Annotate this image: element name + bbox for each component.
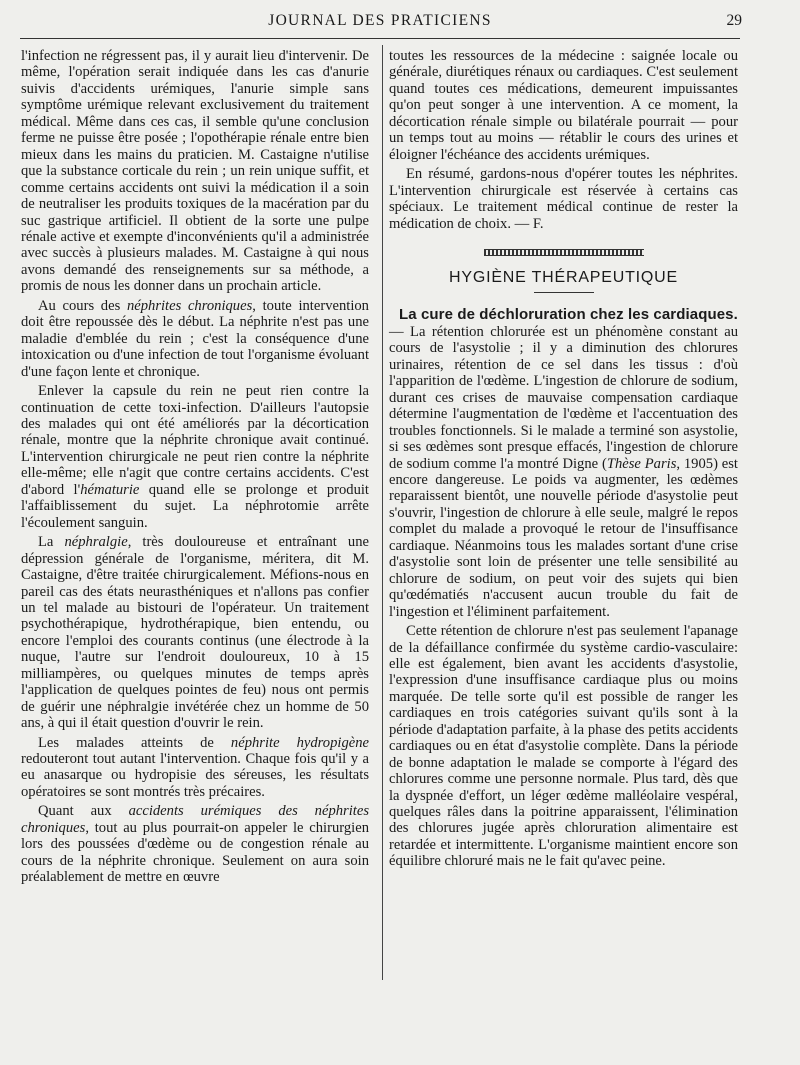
right-column	[389, 48, 738, 870]
paragraph: l'infection ne régressent pas, il y aurait lieu d'intervenir. De même, l'opération serait indiquée dans les cas d'anurie suivis d'accidents urémiques, l'anurie simple sans symptôme urémique relevant exclusivement du traitement médical. Même dans ces cas, il semble qu'une conclusion ferme ne puisse être posée ; l'opothérapie rénale entre bien mieux dans les mains du praticien. M. Castaigne n'utilise que la substance corticale du rein ; un rein unique suffit, et comme certains accidents ont suivi la médication il a soin de neutraliser les produits toxiques de la macération par du suc gastrique artificiel. Il obtient de la sorte une pulpe rénale active et exempte d'inconvénients qu'il a administrée avec succès à plusieurs malades. M. Castaigne à qui nous avons demandé des renseignements sur sa méthode, a promis de nous les donner dans un prochain article.	[21, 48, 369, 295]
page-number: 29	[726, 12, 742, 29]
italic-term: néphrite hydropigène	[230, 734, 369, 751]
text-run: Enlever la capsule du rein ne peut rien contre la continuation de cette toxi-infection. D'ailleurs l'autopsie des malades qui ont été améliorés par la décortication rénale, montre que la néphrite chronique avait continué. L'intervention chirurgicale ne peut rien contre la néphrite elle-même; elle n'agit que contre certains accidents. C'est d'abord l'	[21, 383, 369, 498]
text-run: , 1905) est encore dangereuse. Le poids va augmenter, les œdèmes reparaissent bientôt, une nouvelle période d'asystolie peut s'ouvrir, l'ingestion de chlorure à elle seule, malgré le repos complet du malade a provoqué le retour de l'insuffisance cardiaque. Néanmoins tous les malades sortant d'une crise d'asystolie sont loin de présenter une telle sensibilité au chlorure de sodium, on peut voir des sujets qui bien qu'œdématiés n'accusent aucun trouble du fait de l'ingestion et l'éliminent parfaitement.	[389, 455, 738, 620]
italic-term: néphrites chroniques	[126, 297, 253, 314]
running-header	[20, 12, 740, 34]
paragraph: toutes les ressources de la médecine : saignée locale ou générale, diurétiques rénaux ou cardiaques. C'est seulement quand toutes ces médications, demeurent impuissantes qu'on peut songer à une intervention. A ce moment, la décortication rénale simple ou bilatérale pourrait — pour un temps tout au moins — rétablir le cours des urines et éloigner l'échéance des accidents urémiques.	[389, 48, 738, 163]
paragraph	[389, 324, 738, 620]
journal-title: JOURNAL DES PRATICIENS	[268, 12, 492, 29]
header-rule	[20, 38, 740, 39]
ornamental-divider	[484, 249, 644, 256]
paragraph	[21, 534, 369, 731]
text-run: Au cours des	[38, 297, 127, 314]
text-run: La	[38, 534, 65, 551]
text-run: , tout au plus pourrait-on appeler le chirurgien lors des poussées d'œdème ou de congestion rénale au cours de la néphrite chronique. Seulement on aura soin préalablement de mettre en œuvre	[21, 819, 369, 886]
paragraph	[21, 803, 369, 885]
italic-term: hématurie	[80, 481, 140, 498]
italic-term: accidents urémiques des néphrites chroniques	[21, 803, 369, 836]
text-run: Les malades atteints de	[38, 734, 231, 751]
text-run: , très douloureuse et entraînant une dépression générale de l'organisme, méritera, dit M. Castaigne, d'être traitée chirurgicalement. Méfions-nous en pareil cas des états neurasthéniques et n'allons pas confier un tel malade au bistouri de l'opérateur. Un traitement psychothérapique, hydrothérapique, bien entendu, ou encore l'emploi des courants continus (une électrode à la nuque, l'autre sur l'endroit douloureux, 10 à 15 milliampères, ou quelques minutes de temps après l'application de quelques pointes de feu) nous ont permis de guérir une néphralgie invétérée chez un homme de 50 ans, à qui il était question d'ouvrir le rein.	[21, 534, 369, 732]
text-run: — La rétention chlorurée est un phénomène constant au cours de l'asystolie ; il y a diminution des chlorures urinaires, rétention de ce sel dans les tissus : d'où l'apparition de l'œdème. L'ingestion de chlorure de sodium, durant ces crises de mauvaise compensation cardiaque détermine l'augmentation de l'œdème et l'accentuation des troubles fonctionnels. Si le malade a terminé son asystolie, si ses œdèmes sont presque effacés, l'ingestion de chlorure de sodium comme l'a montré Digne (	[389, 323, 738, 472]
section-heading: HYGIÈNE THÉRAPEUTIQUE	[449, 268, 678, 286]
heading-rule	[534, 292, 594, 293]
italic-term: néphralgie	[64, 534, 128, 551]
column-divider	[382, 45, 383, 980]
text-run: , toute intervention doit être repoussée dès le début. La néphrite n'est pas une maladie d'emblée du rein ; c'est la conséquence d'une intoxication ou d'une infection de tout l'organisme évoluant d'une façon lente et chronique.	[21, 297, 369, 380]
paragraph	[21, 298, 369, 380]
paragraph	[21, 383, 369, 531]
text-run: quand elle se prolonge et produit l'affaiblissement du sujet. La néphrotomie arrête l'écoulement sanguin.	[21, 481, 369, 531]
article-title: La cure de déchloruration chez les cardiaques.	[399, 306, 738, 324]
paragraph: En résumé, gardons-nous d'opérer toutes les néphrites. L'intervention chirurgicale est réservée à certains cas spéciaux. Le traitement médical continue de rester la médication de choix. — F.	[389, 166, 738, 232]
paragraph: Cette rétention de chlorure n'est pas seulement l'apanage de la défaillance confirmée du système cardio-vasculaire: elle est également, bien avant les accidents d'asystolie, l'expression d'une insuffisance cardiaque plus ou moins marquée. De telle sorte qu'il est possible de ranger les cardiaques en trois catégories suivant qu'ils sont à la période d'adaptation parfaite, à la phase des petits accidents cardiaques ou en état d'asystolie complète. Dans la période de bonne adaptation le malade se comporte à l'égard des chlorures comme une personne normale. Plus tard, dès que la dyspnée d'effort, un léger œdème malléolaire vespéral, quelques râles dans la poitrine apparaissent, l'élimination des chlorures jugée après chloruration alimentaire est retardée et intermittente. L'organisme maintient encore son équilibre chloruré mais ne le fait qu'avec peine.	[389, 623, 738, 870]
text-run: Quant aux	[38, 803, 129, 820]
text-run: redouteront tout autant l'intervention. Chaque fois qu'il y a eu anasarque ou hydropisie des séreuses, les résultats opératoires se sont montrés très précaires.	[21, 751, 369, 800]
left-column	[21, 48, 369, 886]
paragraph	[21, 735, 369, 801]
italic-term: Thèse Paris	[606, 455, 677, 472]
